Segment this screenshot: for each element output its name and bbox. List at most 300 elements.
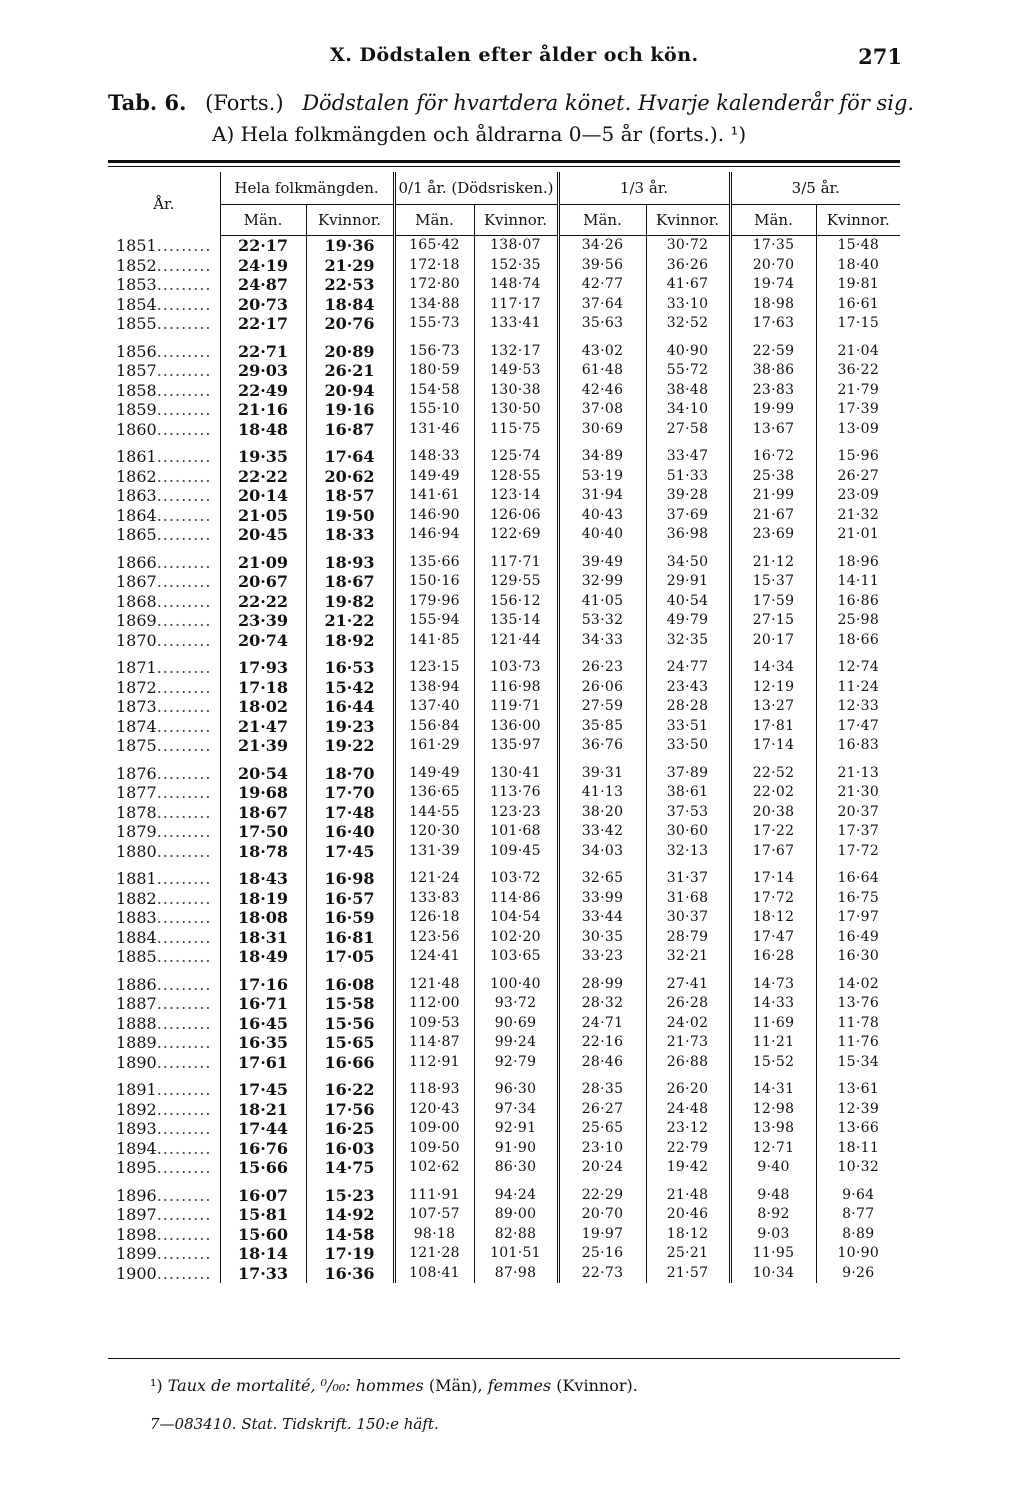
total-women-cell: 14·58 <box>306 1225 394 1245</box>
age-1-3-men-cell: 19·97 <box>558 1225 646 1245</box>
age-0-1-women-cell: 114·86 <box>474 889 558 909</box>
year-cell <box>108 1033 220 1053</box>
age-3-5-women-cell: 15·48 <box>816 236 900 256</box>
leader-dots: ......... <box>156 275 212 295</box>
total-men-cell: 18·19 <box>220 889 306 909</box>
age-3-5-men-cell: 16·72 <box>730 447 816 467</box>
age-3-5-women-cell: 16·64 <box>816 869 900 889</box>
total-women-cell: 16·87 <box>306 420 394 440</box>
age-1-3-women-cell: 51·33 <box>646 467 730 487</box>
table-row <box>108 1033 900 1053</box>
year-cell <box>108 1139 220 1159</box>
age-1-3-men-cell: 30·69 <box>558 420 646 440</box>
age-0-1-men-cell: 112·00 <box>394 994 474 1014</box>
age-0-1-men-cell: 144·55 <box>394 803 474 823</box>
year-cell <box>108 697 220 717</box>
total-women-cell: 16·57 <box>306 889 394 909</box>
age-0-1-women-cell: 135·14 <box>474 611 558 631</box>
total-women-cell: 16·98 <box>306 869 394 889</box>
age-1-3-men-cell: 37·08 <box>558 400 646 420</box>
year-cell <box>108 803 220 823</box>
age-3-5-women-cell: 8·77 <box>816 1205 900 1225</box>
leader-dots: ......... <box>156 572 212 592</box>
age-1-3-men-cell: 34·26 <box>558 236 646 256</box>
total-women-cell: 15·56 <box>306 1014 394 1034</box>
age-1-3-men-cell: 40·43 <box>558 506 646 526</box>
age-1-3-men-cell: 33·44 <box>558 908 646 928</box>
year-label: 1865 <box>116 525 157 545</box>
subheader-women: Kvinnor. <box>306 205 394 236</box>
leader-dots: ......... <box>156 294 212 314</box>
age-1-3-women-cell: 49·79 <box>646 611 730 631</box>
running-head: X. Dödstalen efter ålder och kön. <box>330 44 699 66</box>
leader-dots: ......... <box>156 1013 212 1033</box>
total-men-cell: 20·73 <box>220 295 306 315</box>
age-3-5-men-cell: 12·71 <box>730 1139 816 1159</box>
total-men-cell: 20·74 <box>220 631 306 651</box>
subheader-women: Kvinnor. <box>474 205 558 236</box>
total-men-cell: 17·93 <box>220 658 306 678</box>
age-3-5-men-cell: 20·38 <box>730 803 816 823</box>
age-1-3-men-cell: 25·16 <box>558 1244 646 1264</box>
age-3-5-men-cell: 21·99 <box>730 486 816 506</box>
year-header: År. <box>153 194 175 213</box>
age-1-3-men-cell: 53·19 <box>558 467 646 487</box>
age-3-5-women-cell: 16·30 <box>816 947 900 967</box>
leader-dots: ......... <box>156 822 212 842</box>
total-women-cell: 16·08 <box>306 975 394 995</box>
total-women-cell: 16·22 <box>306 1080 394 1100</box>
age-1-3-women-cell: 32·35 <box>646 631 730 651</box>
year-label: 1899 <box>116 1244 157 1264</box>
age-1-3-men-cell: 26·27 <box>558 1100 646 1120</box>
age-3-5-men-cell: 14·31 <box>730 1080 816 1100</box>
total-women-cell: 20·76 <box>306 314 394 334</box>
age-1-3-women-cell: 32·13 <box>646 842 730 862</box>
age-0-1-men-cell: 118·93 <box>394 1080 474 1100</box>
leader-dots: ......... <box>156 908 212 928</box>
age-1-3-men-cell: 32·99 <box>558 572 646 592</box>
age-0-1-men-cell: 123·56 <box>394 928 474 948</box>
leader-dots: ......... <box>156 1033 212 1053</box>
year-cell <box>108 928 220 948</box>
total-men-cell: 16·76 <box>220 1139 306 1159</box>
year-label: 1872 <box>116 677 157 697</box>
row-group-gap <box>108 545 900 553</box>
age-0-1-men-cell: 121·28 <box>394 1244 474 1264</box>
leader-dots: ......... <box>156 486 212 506</box>
age-0-1-women-cell: 156·12 <box>474 592 558 612</box>
age-0-1-men-cell: 120·30 <box>394 822 474 842</box>
age-3-5-women-cell: 21·04 <box>816 342 900 362</box>
age-0-1-women-cell: 101·68 <box>474 822 558 842</box>
year-label: 1863 <box>116 486 157 506</box>
age-3-5-women-cell: 11·24 <box>816 678 900 698</box>
year-cell <box>108 467 220 487</box>
year-label: 1881 <box>116 869 157 889</box>
total-men-cell: 17·61 <box>220 1053 306 1073</box>
total-men-cell: 15·66 <box>220 1158 306 1178</box>
table-row <box>108 1080 900 1100</box>
table-row <box>108 717 900 737</box>
age-1-3-women-cell: 32·21 <box>646 947 730 967</box>
age-0-1-women-cell: 117·71 <box>474 553 558 573</box>
leader-dots: ......... <box>156 677 212 697</box>
total-women-cell: 19·82 <box>306 592 394 612</box>
table-row <box>108 1225 900 1245</box>
age-0-1-men-cell: 111·91 <box>394 1186 474 1206</box>
total-men-cell: 23·39 <box>220 611 306 631</box>
age-3-5-women-cell: 13·61 <box>816 1080 900 1100</box>
row-group-gap <box>108 334 900 342</box>
table-row <box>108 256 900 276</box>
total-men-cell: 18·31 <box>220 928 306 948</box>
year-cell <box>108 256 220 276</box>
total-men-cell: 18·48 <box>220 420 306 440</box>
age-3-5-men-cell: 17·35 <box>730 236 816 256</box>
year-label: 1856 <box>116 341 157 361</box>
age-1-3-women-cell: 34·50 <box>646 553 730 573</box>
year-label: 1885 <box>116 947 157 967</box>
age-0-1-women-cell: 103·72 <box>474 869 558 889</box>
footnote-text-italic: Taux de mortalité, ⁰/₀₀: hommes <box>167 1376 424 1395</box>
age-1-3-men-cell: 33·42 <box>558 822 646 842</box>
age-1-3-women-cell: 39·28 <box>646 486 730 506</box>
age-0-1-women-cell: 87·98 <box>474 1264 558 1284</box>
table-row <box>108 1100 900 1120</box>
year-cell <box>108 236 220 256</box>
age-1-3-men-cell: 43·02 <box>558 342 646 362</box>
age-3-5-men-cell: 17·14 <box>730 736 816 756</box>
year-label: 1883 <box>116 908 157 928</box>
year-cell <box>108 658 220 678</box>
age-0-1-women-cell: 133·41 <box>474 314 558 334</box>
year-label: 1873 <box>116 697 157 717</box>
age-0-1-women-cell: 92·79 <box>474 1053 558 1073</box>
age-1-3-men-cell: 30·35 <box>558 928 646 948</box>
total-men-cell: 21·47 <box>220 717 306 737</box>
age-0-1-women-cell: 97·34 <box>474 1100 558 1120</box>
age-1-3-women-cell: 37·89 <box>646 764 730 784</box>
year-cell <box>108 525 220 545</box>
age-3-5-men-cell: 27·15 <box>730 611 816 631</box>
total-women-cell: 17·70 <box>306 783 394 803</box>
year-cell <box>108 1244 220 1264</box>
total-men-cell: 22·17 <box>220 236 306 256</box>
age-0-1-women-cell: 129·55 <box>474 572 558 592</box>
leader-dots: ......... <box>156 802 212 822</box>
leader-dots: ......... <box>156 630 212 650</box>
table-row <box>108 697 900 717</box>
age-3-5-women-cell: 12·74 <box>816 658 900 678</box>
top-rule-thin <box>108 166 900 167</box>
leader-dots: ......... <box>156 1244 212 1264</box>
year-cell <box>108 783 220 803</box>
leader-dots: ......... <box>156 466 212 486</box>
total-women-cell: 15·42 <box>306 678 394 698</box>
year-label: 1878 <box>116 802 157 822</box>
page-number: 271 <box>858 44 902 69</box>
total-men-cell: 21·09 <box>220 553 306 573</box>
table-title <box>108 90 914 115</box>
year-label: 1867 <box>116 572 157 592</box>
age-3-5-women-cell: 16·75 <box>816 889 900 909</box>
age-1-3-men-cell: 35·85 <box>558 717 646 737</box>
age-0-1-women-cell: 91·90 <box>474 1139 558 1159</box>
leader-dots: ......... <box>156 716 212 736</box>
table-row <box>108 525 900 545</box>
age-3-5-men-cell: 17·22 <box>730 822 816 842</box>
total-women-cell: 16·03 <box>306 1139 394 1159</box>
year-label: 1890 <box>116 1052 157 1072</box>
age-0-1-women-cell: 136·00 <box>474 717 558 737</box>
age-0-1-women-cell: 117·17 <box>474 295 558 315</box>
age-3-5-men-cell: 17·67 <box>730 842 816 862</box>
age-1-3-men-cell: 37·64 <box>558 295 646 315</box>
age-1-3-men-cell: 39·31 <box>558 764 646 784</box>
row-group-gap <box>108 1072 900 1080</box>
age-1-3-men-cell: 20·24 <box>558 1158 646 1178</box>
age-3-5-women-cell: 17·97 <box>816 908 900 928</box>
leader-dots: ......... <box>156 1185 212 1205</box>
total-men-cell: 19·35 <box>220 447 306 467</box>
year-cell <box>108 889 220 909</box>
year-label: 1851 <box>116 236 157 255</box>
year-label: 1887 <box>116 994 157 1014</box>
age-3-5-women-cell: 9·64 <box>816 1186 900 1206</box>
leader-dots: ......... <box>156 1080 212 1100</box>
age-1-3-men-cell: 42·46 <box>558 381 646 401</box>
year-cell <box>108 420 220 440</box>
year-cell <box>108 764 220 784</box>
year-cell <box>108 1053 220 1073</box>
age-1-3-women-cell: 24·02 <box>646 1014 730 1034</box>
year-label: 1857 <box>116 361 157 381</box>
age-0-1-women-cell: 132·17 <box>474 342 558 362</box>
age-1-3-women-cell: 38·48 <box>646 381 730 401</box>
year-label: 1861 <box>116 447 157 467</box>
age-3-5-men-cell: 14·33 <box>730 994 816 1014</box>
table-row <box>108 736 900 756</box>
age-3-5-women-cell: 18·96 <box>816 553 900 573</box>
age-1-3-women-cell: 26·20 <box>646 1080 730 1100</box>
table-row <box>108 295 900 315</box>
age-0-1-women-cell: 149·53 <box>474 361 558 381</box>
total-men-cell: 29·03 <box>220 361 306 381</box>
leader-dots: ......... <box>156 505 212 525</box>
age-3-5-men-cell: 18·98 <box>730 295 816 315</box>
age-1-3-men-cell: 26·23 <box>558 658 646 678</box>
age-3-5-men-cell: 15·37 <box>730 572 816 592</box>
age-1-3-women-cell: 31·37 <box>646 869 730 889</box>
table-row <box>108 506 900 526</box>
age-3-5-men-cell: 17·63 <box>730 314 816 334</box>
year-label: 1891 <box>116 1080 157 1100</box>
age-0-1-men-cell: 131·46 <box>394 420 474 440</box>
year-cell <box>108 1186 220 1206</box>
age-1-3-men-cell: 41·05 <box>558 592 646 612</box>
table-row <box>108 1186 900 1206</box>
leader-dots: ......... <box>156 927 212 947</box>
age-3-5-women-cell: 10·32 <box>816 1158 900 1178</box>
total-women-cell: 22·53 <box>306 275 394 295</box>
table-row <box>108 1205 900 1225</box>
age-0-1-women-cell: 86·30 <box>474 1158 558 1178</box>
table-row <box>108 1158 900 1178</box>
age-1-3-women-cell: 31·68 <box>646 889 730 909</box>
year-label: 1855 <box>116 314 157 334</box>
age-3-5-women-cell: 20·37 <box>816 803 900 823</box>
table-row <box>108 236 900 256</box>
total-men-cell: 21·16 <box>220 400 306 420</box>
age-0-1-men-cell: 121·48 <box>394 975 474 995</box>
total-women-cell: 17·05 <box>306 947 394 967</box>
year-cell <box>108 447 220 467</box>
table-number: Tab. 6. <box>108 90 187 115</box>
year-label: 1880 <box>116 841 157 861</box>
age-3-5-men-cell: 22·02 <box>730 783 816 803</box>
year-cell <box>108 314 220 334</box>
total-women-cell: 18·67 <box>306 572 394 592</box>
year-cell <box>108 1014 220 1034</box>
year-cell <box>108 678 220 698</box>
age-1-3-men-cell: 23·10 <box>558 1139 646 1159</box>
year-label: 1884 <box>116 927 157 947</box>
leader-dots: ......... <box>156 552 212 572</box>
age-0-1-women-cell: 109·45 <box>474 842 558 862</box>
age-0-1-men-cell: 120·43 <box>394 1100 474 1120</box>
year-cell <box>108 295 220 315</box>
age-3-5-men-cell: 23·83 <box>730 381 816 401</box>
age-1-3-women-cell: 33·10 <box>646 295 730 315</box>
age-0-1-women-cell: 135·97 <box>474 736 558 756</box>
age-3-5-women-cell: 14·02 <box>816 975 900 995</box>
age-0-1-men-cell: 114·87 <box>394 1033 474 1053</box>
table-row <box>108 658 900 678</box>
total-men-cell: 17·45 <box>220 1080 306 1100</box>
total-women-cell: 16·36 <box>306 1264 394 1284</box>
table-row <box>108 842 900 862</box>
table-row <box>108 275 900 295</box>
year-label: 1889 <box>116 1033 157 1053</box>
group-header-age-1-3: 1/3 år. <box>558 172 730 205</box>
age-3-5-women-cell: 15·96 <box>816 447 900 467</box>
age-0-1-women-cell: 82·88 <box>474 1225 558 1245</box>
total-women-cell: 18·70 <box>306 764 394 784</box>
total-men-cell: 18·49 <box>220 947 306 967</box>
age-0-1-women-cell: 96·30 <box>474 1080 558 1100</box>
age-3-5-men-cell: 38·86 <box>730 361 816 381</box>
age-3-5-women-cell: 21·01 <box>816 525 900 545</box>
table-row <box>108 572 900 592</box>
leader-dots: ......... <box>156 1263 212 1283</box>
age-3-5-women-cell: 13·66 <box>816 1119 900 1139</box>
year-label: 1893 <box>116 1119 157 1139</box>
year-cell <box>108 822 220 842</box>
age-1-3-men-cell: 22·73 <box>558 1264 646 1284</box>
age-0-1-women-cell: 138·07 <box>474 236 558 256</box>
total-women-cell: 18·33 <box>306 525 394 545</box>
age-3-5-men-cell: 23·69 <box>730 525 816 545</box>
total-men-cell: 20·67 <box>220 572 306 592</box>
age-3-5-men-cell: 18·12 <box>730 908 816 928</box>
age-3-5-men-cell: 21·67 <box>730 506 816 526</box>
age-3-5-women-cell: 21·30 <box>816 783 900 803</box>
age-0-1-women-cell: 123·14 <box>474 486 558 506</box>
age-3-5-men-cell: 17·47 <box>730 928 816 948</box>
leader-dots: ......... <box>156 1224 212 1244</box>
age-1-3-men-cell: 26·06 <box>558 678 646 698</box>
total-women-cell: 20·62 <box>306 467 394 487</box>
leader-dots: ......... <box>156 341 212 361</box>
age-3-5-women-cell: 17·15 <box>816 314 900 334</box>
total-women-cell: 18·57 <box>306 486 394 506</box>
age-3-5-men-cell: 20·17 <box>730 631 816 651</box>
year-label: 1874 <box>116 716 157 736</box>
total-women-cell: 20·94 <box>306 381 394 401</box>
leader-dots: ......... <box>156 1138 212 1158</box>
age-0-1-women-cell: 123·23 <box>474 803 558 823</box>
age-0-1-women-cell: 93·72 <box>474 994 558 1014</box>
age-1-3-women-cell: 24·77 <box>646 658 730 678</box>
table-row <box>108 467 900 487</box>
age-0-1-men-cell: 133·83 <box>394 889 474 909</box>
total-men-cell: 18·67 <box>220 803 306 823</box>
year-label: 1898 <box>116 1224 157 1244</box>
age-3-5-men-cell: 11·21 <box>730 1033 816 1053</box>
age-3-5-women-cell: 25·98 <box>816 611 900 631</box>
age-0-1-men-cell: 121·24 <box>394 869 474 889</box>
table-row <box>108 314 900 334</box>
footnote <box>150 1376 638 1395</box>
age-0-1-men-cell: 124·41 <box>394 947 474 967</box>
top-rule <box>108 160 900 163</box>
age-1-3-men-cell: 40·40 <box>558 525 646 545</box>
total-men-cell: 18·14 <box>220 1244 306 1264</box>
subheader-men: Män. <box>394 205 474 236</box>
group-header-age-3-5: 3/5 år. <box>730 172 900 205</box>
total-women-cell: 16·44 <box>306 697 394 717</box>
total-women-cell: 21·29 <box>306 256 394 276</box>
total-women-cell: 15·58 <box>306 994 394 1014</box>
age-0-1-women-cell: 94·24 <box>474 1186 558 1206</box>
age-3-5-men-cell: 20·70 <box>730 256 816 276</box>
age-0-1-women-cell: 116·98 <box>474 678 558 698</box>
year-label: 1895 <box>116 1158 157 1178</box>
year-label: 1892 <box>116 1099 157 1119</box>
year-cell <box>108 869 220 889</box>
age-3-5-men-cell: 19·99 <box>730 400 816 420</box>
age-3-5-women-cell: 21·13 <box>816 764 900 784</box>
age-0-1-men-cell: 156·73 <box>394 342 474 362</box>
year-label: 1896 <box>116 1185 157 1205</box>
total-men-cell: 17·16 <box>220 975 306 995</box>
table-row <box>108 764 900 784</box>
row-group-gap <box>108 1178 900 1186</box>
age-0-1-women-cell: 100·40 <box>474 975 558 995</box>
year-cell <box>108 1119 220 1139</box>
leader-dots: ......... <box>156 974 212 994</box>
total-men-cell: 17·33 <box>220 1264 306 1284</box>
total-women-cell: 19·16 <box>306 400 394 420</box>
age-0-1-women-cell: 130·50 <box>474 400 558 420</box>
table-body <box>108 236 900 1284</box>
age-3-5-men-cell: 12·19 <box>730 678 816 698</box>
age-0-1-women-cell: 130·38 <box>474 381 558 401</box>
age-0-1-men-cell: 138·94 <box>394 678 474 698</box>
age-3-5-men-cell: 19·74 <box>730 275 816 295</box>
age-3-5-women-cell: 16·83 <box>816 736 900 756</box>
